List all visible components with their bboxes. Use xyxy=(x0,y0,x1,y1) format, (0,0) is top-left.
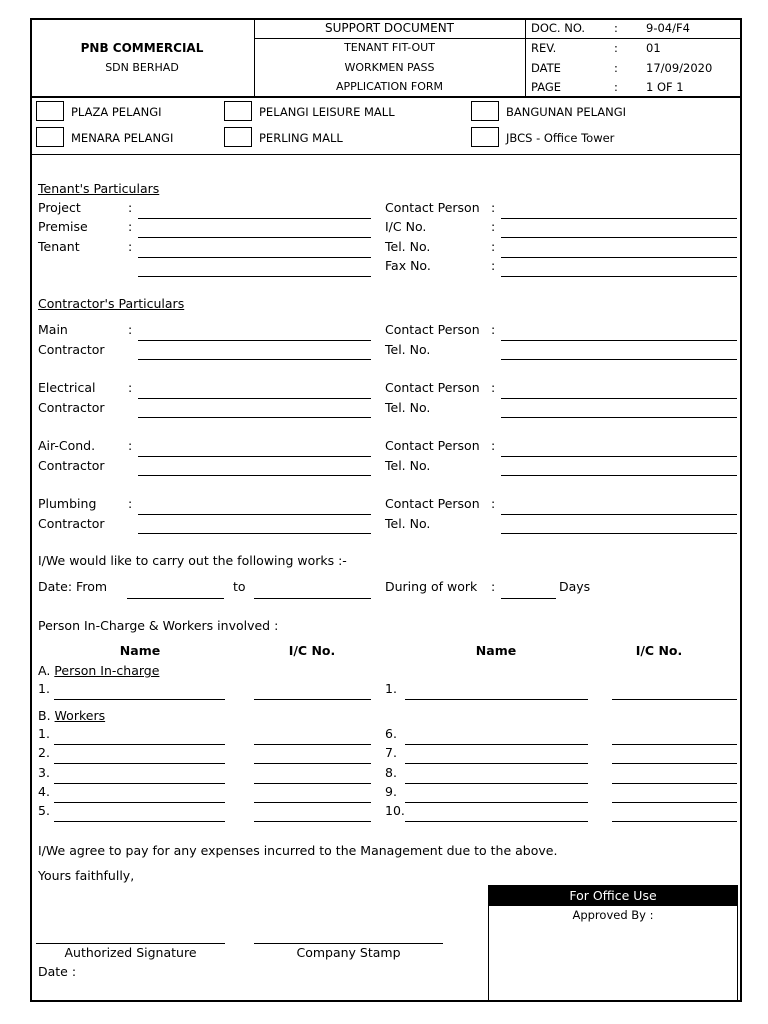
agreement-text: I/We agree to pay for any expenses incurred to the Management due to the above. xyxy=(38,843,558,858)
row-number: 1. xyxy=(38,681,50,696)
section-b-label xyxy=(38,708,105,723)
location-checkbox[interactable] xyxy=(36,127,64,147)
location-checkbox[interactable] xyxy=(36,101,64,121)
meta-value: 9-04/F4 xyxy=(646,21,690,35)
meta-value: 01 xyxy=(646,41,661,55)
row-number: 7. xyxy=(385,745,397,760)
meta-value: 1 OF 1 xyxy=(646,80,684,94)
doc-type: SUPPORT DOCUMENT xyxy=(324,21,455,35)
location-label: JBCS - Office Tower xyxy=(506,131,615,145)
section-b-title: Workers xyxy=(54,708,106,723)
meta-key: DOC. NO. xyxy=(531,21,586,35)
ic-column-header: I/C No. xyxy=(288,643,336,658)
location-label: PELANGI LEISURE MALL xyxy=(259,105,395,119)
contractor-name-input[interactable] xyxy=(138,340,371,341)
colon: : xyxy=(128,239,133,254)
meta-separator: : xyxy=(614,61,618,75)
contractor-type-label: Plumbing xyxy=(38,496,97,511)
tenant-contact-label: Tel. No. xyxy=(385,239,431,254)
header-divider xyxy=(30,96,742,98)
colon: : xyxy=(128,380,133,395)
tenant-contact-label: Fax No. xyxy=(385,258,431,273)
date-from-field[interactable] xyxy=(127,598,224,599)
worker-ic-input[interactable] xyxy=(254,744,371,745)
location-checkbox[interactable] xyxy=(224,127,252,147)
meta-key: PAGE xyxy=(531,80,562,94)
location-label: PLAZA PELANGI xyxy=(71,105,162,119)
worker-name-input[interactable] xyxy=(54,744,225,745)
worker-name-input[interactable] xyxy=(54,783,225,784)
colon: : xyxy=(491,219,496,234)
workers-heading: Person In-Charge & Workers involved : xyxy=(38,618,279,633)
tenant-field-label: Project xyxy=(38,200,81,215)
colon: : xyxy=(491,322,496,337)
row-number: 2. xyxy=(38,745,50,760)
contractor-type-label: Main xyxy=(38,322,68,337)
colon: : xyxy=(491,579,496,594)
worker-name-input[interactable] xyxy=(54,763,225,764)
contact-person-label: Contact Person xyxy=(385,496,480,511)
days-label: Days xyxy=(559,579,591,594)
worker-name-input[interactable] xyxy=(405,744,588,745)
location-checkbox[interactable] xyxy=(224,101,252,121)
company-name: PNB COMMERCIAL xyxy=(80,41,204,55)
worker-name-input[interactable] xyxy=(54,821,225,822)
header-divider xyxy=(254,38,525,39)
office-use-border xyxy=(737,885,738,1002)
meta-separator: : xyxy=(614,80,618,94)
contractor-name-input[interactable] xyxy=(138,514,371,515)
colon: : xyxy=(128,438,133,453)
tenant-heading: Tenant's Particulars xyxy=(38,181,160,196)
worker-name-input[interactable] xyxy=(405,783,588,784)
colon: : xyxy=(491,438,496,453)
location-label: PERLING MALL xyxy=(259,131,343,145)
contact-person-input[interactable] xyxy=(501,456,737,457)
worker-ic-input[interactable] xyxy=(254,802,371,803)
date-to-field[interactable] xyxy=(254,598,371,599)
approved-by-label: Approved By : xyxy=(572,908,654,922)
tenant-contact-input[interactable] xyxy=(501,237,737,238)
worker-name-input[interactable] xyxy=(54,699,225,700)
worker-ic-input[interactable] xyxy=(612,699,737,700)
worker-ic-input[interactable] xyxy=(254,821,371,822)
meta-separator: : xyxy=(614,21,618,35)
contact-person-label: Contact Person xyxy=(385,380,480,395)
colon: : xyxy=(491,496,496,511)
contact-person-label: Contact Person xyxy=(385,322,480,337)
tel-input[interactable] xyxy=(501,533,737,534)
contractor-type-label: Contractor xyxy=(38,516,105,531)
worker-ic-input[interactable] xyxy=(612,783,737,784)
tenant-field-input[interactable] xyxy=(138,257,371,258)
location-label: MENARA PELANGI xyxy=(71,131,174,145)
to-label: to xyxy=(233,579,246,594)
contact-person-label: Contact Person xyxy=(385,438,480,453)
tel-label: Tel. No. xyxy=(385,516,431,531)
tenant-contact-input[interactable] xyxy=(501,257,737,258)
contact-person-input[interactable] xyxy=(501,398,737,399)
works-statement: I/We would like to carry out the following works :- xyxy=(38,553,347,568)
contractor-type-label: Air-Cond. xyxy=(38,438,96,453)
tel-input[interactable] xyxy=(501,359,737,360)
header-divider xyxy=(525,38,742,39)
contractor-type-label: Electrical xyxy=(38,380,96,395)
contractor-name-input[interactable] xyxy=(138,533,371,534)
colon: : xyxy=(491,239,496,254)
tel-label: Tel. No. xyxy=(385,342,431,357)
form-title-line: TENANT FIT-OUT xyxy=(344,41,435,54)
contractor-name-input[interactable] xyxy=(138,398,371,399)
worker-ic-input[interactable] xyxy=(254,699,371,700)
ic-column-header: I/C No. xyxy=(635,643,683,658)
contractor-name-input[interactable] xyxy=(138,417,371,418)
during-label: During of work xyxy=(385,579,478,594)
tenant-contact-input[interactable] xyxy=(501,276,737,277)
row-number: 1. xyxy=(385,681,397,696)
row-number: 8. xyxy=(385,765,397,780)
contractor-type-label: Contractor xyxy=(38,458,105,473)
meta-separator: : xyxy=(614,41,618,55)
colon: : xyxy=(128,322,133,337)
date-label: Date : xyxy=(38,964,77,979)
location-label: BANGUNAN PELANGI xyxy=(506,105,627,119)
worker-ic-input[interactable] xyxy=(254,763,371,764)
colon: : xyxy=(128,496,133,511)
meta-key: REV. xyxy=(531,41,557,55)
section-b-prefix: B. xyxy=(38,708,51,723)
office-use-border xyxy=(488,885,489,1002)
tenant-field-label: Premise xyxy=(38,219,88,234)
tel-label: Tel. No. xyxy=(385,458,431,473)
tel-input[interactable] xyxy=(501,417,737,418)
colon: : xyxy=(491,200,496,215)
worker-name-input[interactable] xyxy=(405,763,588,764)
worker-name-input[interactable] xyxy=(54,802,225,803)
stamp-line[interactable] xyxy=(254,943,443,944)
worker-name-input[interactable] xyxy=(405,821,588,822)
meta-value: 17/09/2020 xyxy=(646,61,713,75)
worker-name-input[interactable] xyxy=(405,802,588,803)
tel-input[interactable] xyxy=(501,475,737,476)
section-a-label xyxy=(38,663,159,678)
duration-field[interactable] xyxy=(501,598,556,599)
form-title-line: WORKMEN PASS xyxy=(344,61,435,74)
row-number: 6. xyxy=(385,726,397,741)
contractor-name-input[interactable] xyxy=(138,456,371,457)
colon: : xyxy=(128,219,133,234)
worker-ic-input[interactable] xyxy=(612,802,737,803)
office-use-header xyxy=(488,885,738,906)
tenant-field-input[interactable] xyxy=(138,237,371,238)
colon: : xyxy=(491,380,496,395)
signature-line[interactable] xyxy=(36,943,225,944)
closing-text: Yours faithfully, xyxy=(38,868,135,883)
tenant-field-input[interactable] xyxy=(138,218,371,219)
contractor-type-label: Contractor xyxy=(38,342,105,357)
name-column-header: Name xyxy=(475,643,517,658)
row-number: 9. xyxy=(385,784,397,799)
colon: : xyxy=(128,200,133,215)
tenant-contact-label: I/C No. xyxy=(385,219,427,234)
worker-ic-input[interactable] xyxy=(612,821,737,822)
company-suffix: SDN BERHAD xyxy=(105,61,179,74)
row-number: 3. xyxy=(38,765,50,780)
section-a-title: Person In-charge xyxy=(54,663,160,678)
locations-divider xyxy=(30,154,742,155)
row-number: 5. xyxy=(38,803,50,818)
tenant-contact-label: Contact Person xyxy=(385,200,480,215)
colon: : xyxy=(491,258,496,273)
tenant-contact-input[interactable] xyxy=(501,218,737,219)
worker-name-input[interactable] xyxy=(405,699,588,700)
signature-label: Authorized Signature xyxy=(64,945,197,960)
location-checkbox[interactable] xyxy=(471,101,499,121)
name-column-header: Name xyxy=(119,643,161,658)
contractor-heading: Contractor's Particulars xyxy=(38,296,185,311)
section-a-prefix: A. xyxy=(38,663,51,678)
contractor-name-input[interactable] xyxy=(138,359,371,360)
row-number: 1. xyxy=(38,726,50,741)
row-number: 4. xyxy=(38,784,50,799)
header-divider xyxy=(525,18,526,97)
worker-ic-input[interactable] xyxy=(612,744,737,745)
worker-ic-input[interactable] xyxy=(254,783,371,784)
contact-person-input[interactable] xyxy=(501,514,737,515)
row-number: 10. xyxy=(385,803,405,818)
contractor-type-label: Contractor xyxy=(38,400,105,415)
meta-key: DATE xyxy=(531,61,561,75)
tenant-field-label: Tenant xyxy=(38,239,80,254)
contractor-name-input[interactable] xyxy=(138,475,371,476)
stamp-label: Company Stamp xyxy=(296,945,401,960)
worker-ic-input[interactable] xyxy=(612,763,737,764)
contact-person-input[interactable] xyxy=(501,340,737,341)
tenant-field-input[interactable] xyxy=(138,276,371,277)
date-from-label: Date: From xyxy=(38,579,108,594)
location-checkbox[interactable] xyxy=(471,127,499,147)
office-use-title: For Office Use xyxy=(569,888,657,903)
tel-label: Tel. No. xyxy=(385,400,431,415)
form-title-line: APPLICATION FORM xyxy=(336,80,443,93)
